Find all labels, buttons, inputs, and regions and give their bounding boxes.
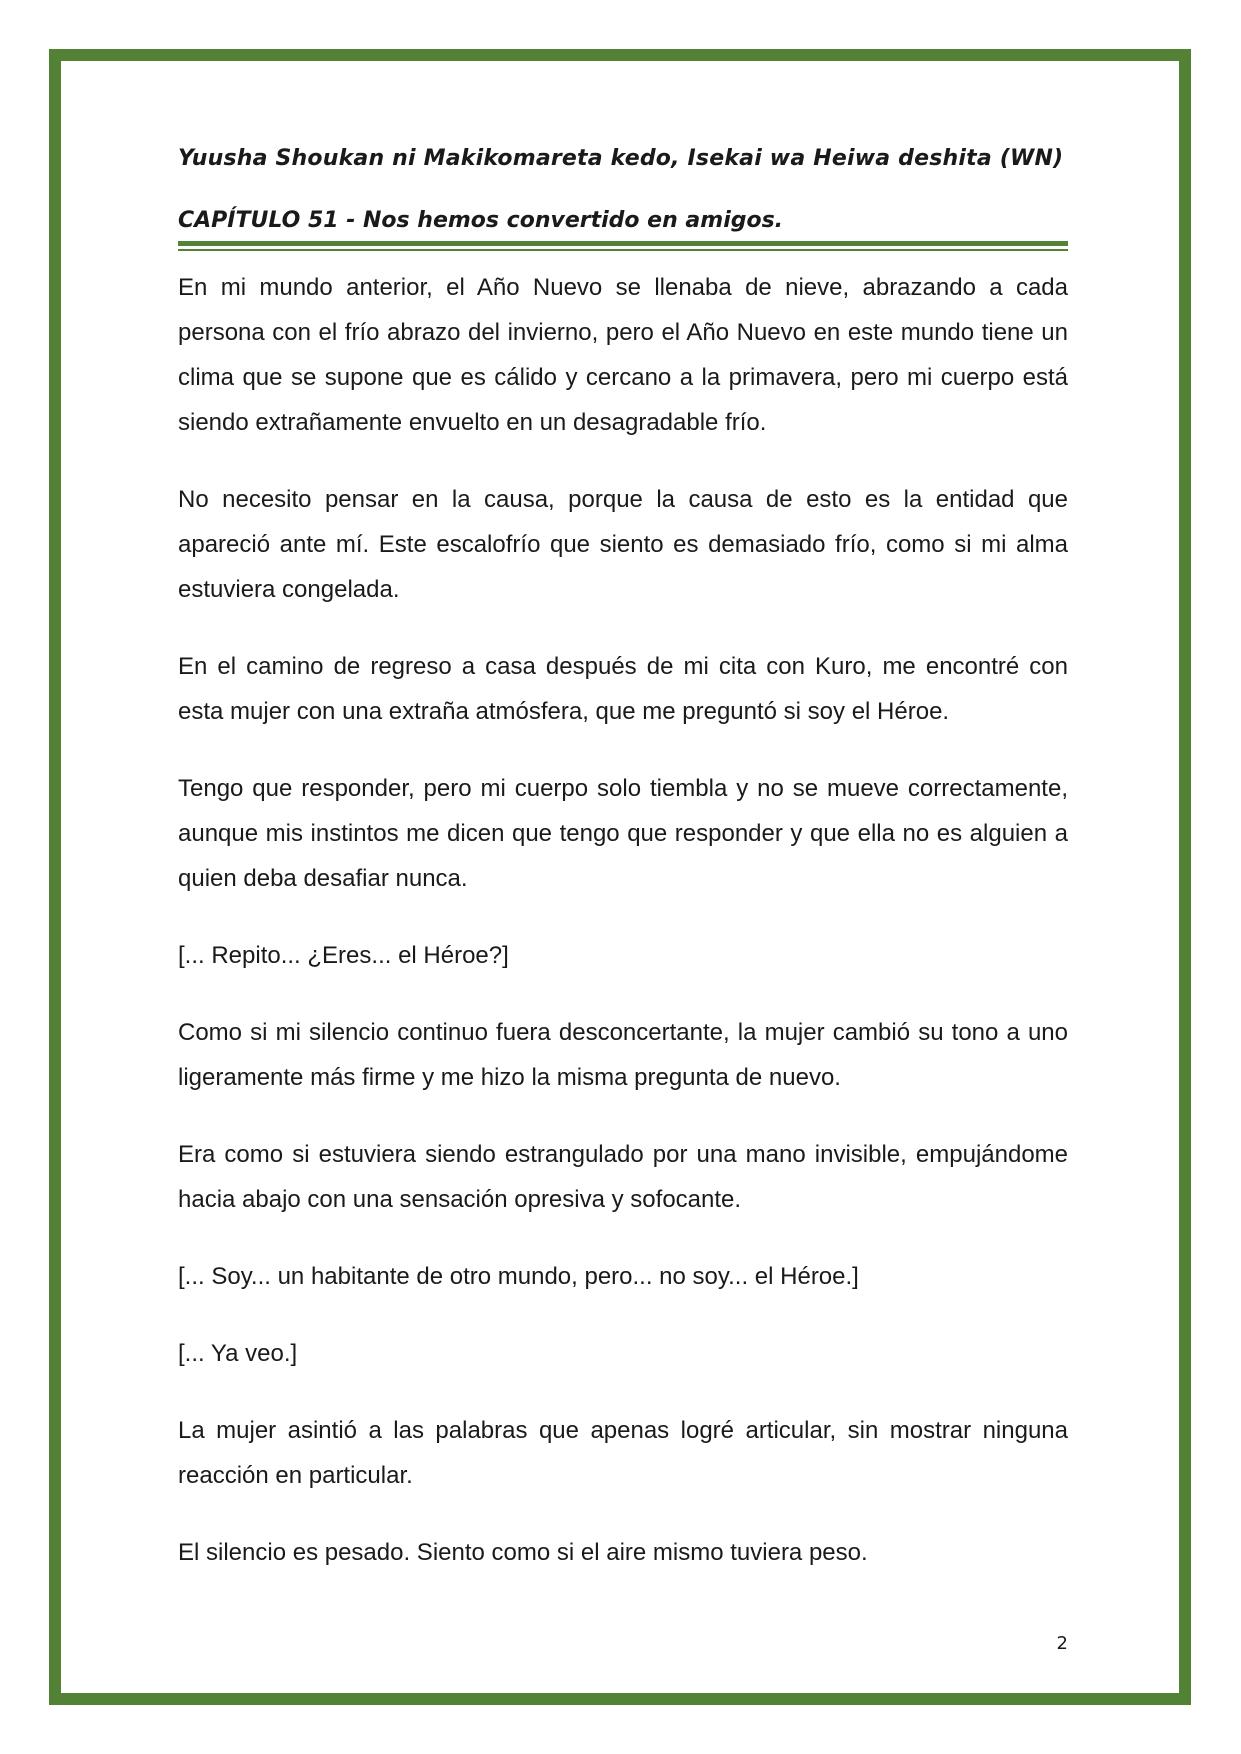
title-divider-thick-line [178,241,1068,246]
paragraph: El silencio es pesado. Siento como si el aire mismo tuviera peso. [178,1539,868,1566]
page-number: 2 [1056,1633,1068,1654]
paragraph: No necesito pensar en la causa, porque la causa de esto es la entidad que apareció ante mí. Este escalofrío que siento es demasiado frío, como si mi alma estuviera congelada. [178,486,1068,603]
paragraph: Como si mi silencio continuo fuera desconcertante, la mujer cambió su tono a uno ligeramente más firme y me hizo la misma pregunta de nuevo. [178,1019,1068,1091]
paragraph: En mi mundo anterior, el Año Nuevo se llenaba de nieve, abrazando a cada persona con el frío abrazo del invierno, pero el Año Nuevo en este mundo tiene un clima que se supone que es cálido y cercano a la primavera, pero mi cuerpo está siendo extrañamente envuelto en un desagradable frío. [178,274,1068,436]
title-divider-thin-line [178,249,1068,251]
chapter-title: CAPÍTULO 51 - Nos hemos convertido en amigos. [178,208,784,233]
chapter-body [178,265,1068,1607]
paragraph: Era como si estuviera siendo estrangulado por una mano invisible, empujándome hacia abajo con una sensación opresiva y sofocante. [178,1141,1068,1213]
paragraph: En el camino de regreso a casa después de mi cita con Kuro, me encontré con esta mujer con una extraña atmósfera, que me preguntó si soy el Héroe. [178,653,1068,725]
novel-title: Yuusha Shoukan ni Makikomareta kedo, Isekai wa Heiwa deshita (WN) [178,146,1064,171]
dialogue-paragraph: [... Soy... un habitante de otro mundo, pero... no soy... el Héroe.] [178,1263,859,1290]
paragraph: La mujer asintió a las palabras que apenas logré articular, sin mostrar ninguna reacción en particular. [178,1417,1068,1489]
dialogue-paragraph: [... Repito... ¿Eres... el Héroe?] [178,942,509,969]
dialogue-paragraph: [... Ya veo.] [178,1340,298,1367]
title-divider [178,241,1068,252]
paragraph: Tengo que responder, pero mi cuerpo solo tiembla y no se mueve correctamente, aunque mis instintos me dicen que tengo que responder y que ella no es alguien a quien deba desafiar nunca. [178,775,1068,892]
